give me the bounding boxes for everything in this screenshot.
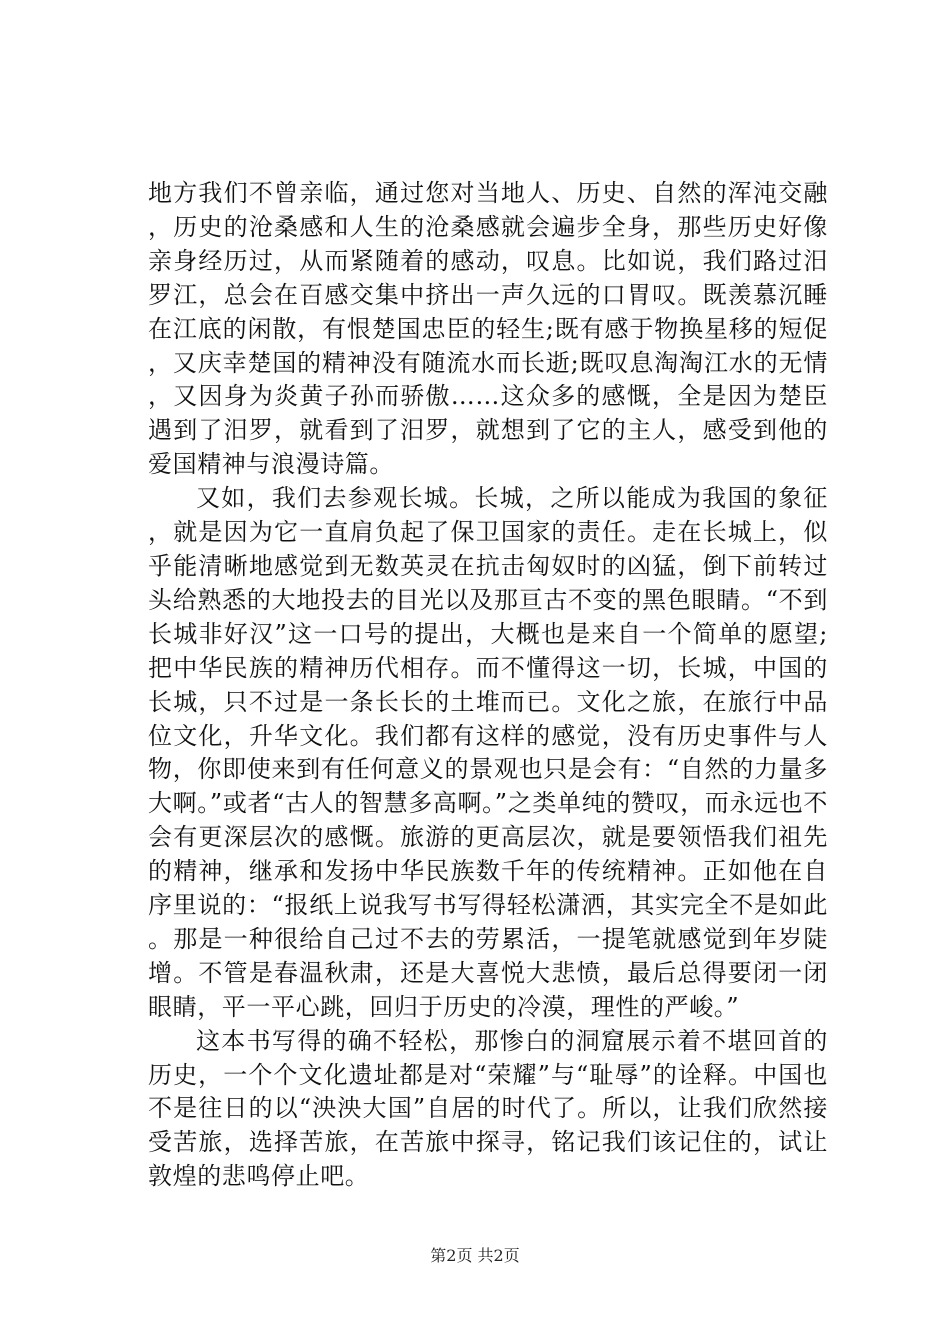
page-number-footer: 第2页 共2页 [430,1246,520,1265]
paragraph-3: 这本书写得的确不轻松，那惨白的洞窟展示着不堪回首的历史，一个个文化遗址都是对“荣耀”与“耻辱”的诠释。中国也不是往日的以“泱泱大国”自居的时代了。所以，让我们欣然接受苦旅，选择苦旅，在苦旅中探寻，铭记我们该记住的，试让敦煌的悲鸣停止吧。 [148,1026,828,1191]
paragraph-2: 又如，我们去参观长城。长城，之所以能成为我国的象征，就是因为它一直肩负起了保卫国家的责任。走在长城上，似乎能清晰地感觉到无数英灵在抗击匈奴时的凶猛，倒下前转过头给熟悉的大地投去的目光以及那亘古不变的黑色眼睛。“不到长城非好汉”这一口号的提出，大概也是来自一个简单的愿望;把中华民族的精神历代相存。而不懂得这一切，长城，中国的长城，只不过是一条长长的土堆而已。文化之旅，在旅行中品位文化，升华文化。我们都有这样的感觉，没有历史事件与人物，你即使来到有任何意义的景观也只是会有：“自然的力量多大啊。”或者“古人的智慧多高啊。”之类单纯的赞叹，而永远也不会有更深层次的感慨。旅游的更高层次，就是要领悟我们祖先的精神，继承和发扬中华民族数千年的传统精神。正如他在自序里说的：“报纸上说我写书写得轻松潇洒，其实完全不是如此。那是一种很给自己过不去的劳累活，一提笔就感觉到年岁陡增。不管是春温秋肃，还是大喜悦大悲愤，最后总得要闭一闭眼睛，平一平心跳，回归于历史的冷漠，理性的严峻。” [148,484,828,1021]
paragraph-1: 地方我们不曾亲临，通过您对当地人、历史、自然的浑沌交融，历史的沧桑感和人生的沧桑感就会遍步全身，那些历史好像亲身经历过，从而紧随着的感动，叹息。比如说，我们路过汨罗江，总会在百感交集中挤出一声久远的口胃叹。既羡慕沉睡在江底的闲散，有恨楚国忠臣的轻生;既有感于物换星移的短促，又庆幸楚国的精神没有随流水而长逝;既叹息淘淘江水的无情，又因身为炎黄子孙而骄傲……这众多的感慨，全是因为楚臣遇到了汨罗，就看到了汨罗，就想到了它的主人，感受到他的爱国精神与浪漫诗篇。 [148,179,828,479]
body-text [148,177,828,1194]
